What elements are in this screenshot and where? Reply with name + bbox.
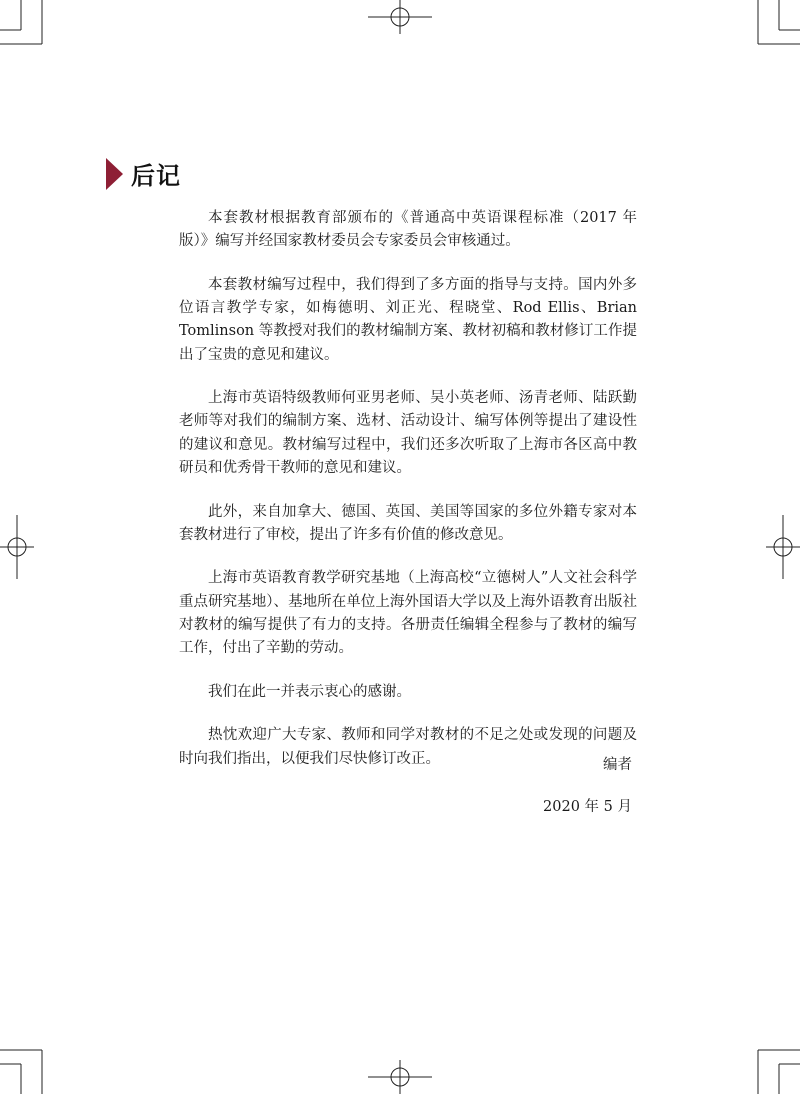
registration-mark-bottom (368, 1060, 432, 1094)
triangle-right-icon (106, 158, 123, 190)
registration-mark-left (0, 515, 34, 579)
paragraph-4: 此外，来自加拿大、德国、英国、美国等国家的多位外籍专家对本套教材进行了审校，提出了许多有价值的修改意见。 (179, 503, 637, 543)
signature: 编者 (603, 757, 632, 773)
registration-mark-top (368, 0, 432, 34)
paragraph-5: 上海市英语教育教学研究基地（上海高校“立德树人”人文社会科学重点研究基地）、基地所在单位上海外国语大学以及上海外语教育出版社对教材的编写提供了有力的支持。各册责任编辑全程参与了教材的编写工作，付出了辛勤的劳动。 (179, 570, 637, 657)
paragraph-2: 本套教材编写过程中，我们得到了多方面的指导与支持。国内外多位语言教学专家，如梅德明、刘正光、程晓堂、Rod Ellis、Brian Tomlinson 等教授对我们的教材编制方案、教材初稿和教材修订工作提出了宝贵的意见和建议。 (179, 276, 637, 363)
paragraph-1: 本套教材根据教育部颁布的《普通高中英语课程标准（2017 年版）》编写并经国家教材委员会专家委员会审核通过。 (179, 210, 637, 250)
paragraph-3: 上海市英语特级教师何亚男老师、吴小英老师、汤青老师、陆跃勤老师等对我们的编制方案、选材、活动设计、编写体例等提出了建设性的建议和意见。教材编写过程中，我们还多次听取了上海市各区高中教研员和优秀骨干教师的意见和建议。 (179, 390, 637, 476)
page-title: 后记 (131, 162, 181, 190)
date: 2020 年 5 月 (543, 799, 632, 815)
section-heading (106, 156, 181, 191)
registration-mark-right (766, 515, 800, 579)
paragraph-7: 热忱欢迎广大专家、教师和同学对教材的不足之处或发现的问题及时向我们指出，以便我们尽快修订改正。 (179, 727, 637, 767)
paragraph-6: 我们在此一并表示衷心的感谢。 (208, 683, 411, 700)
afterword-body (179, 207, 637, 791)
